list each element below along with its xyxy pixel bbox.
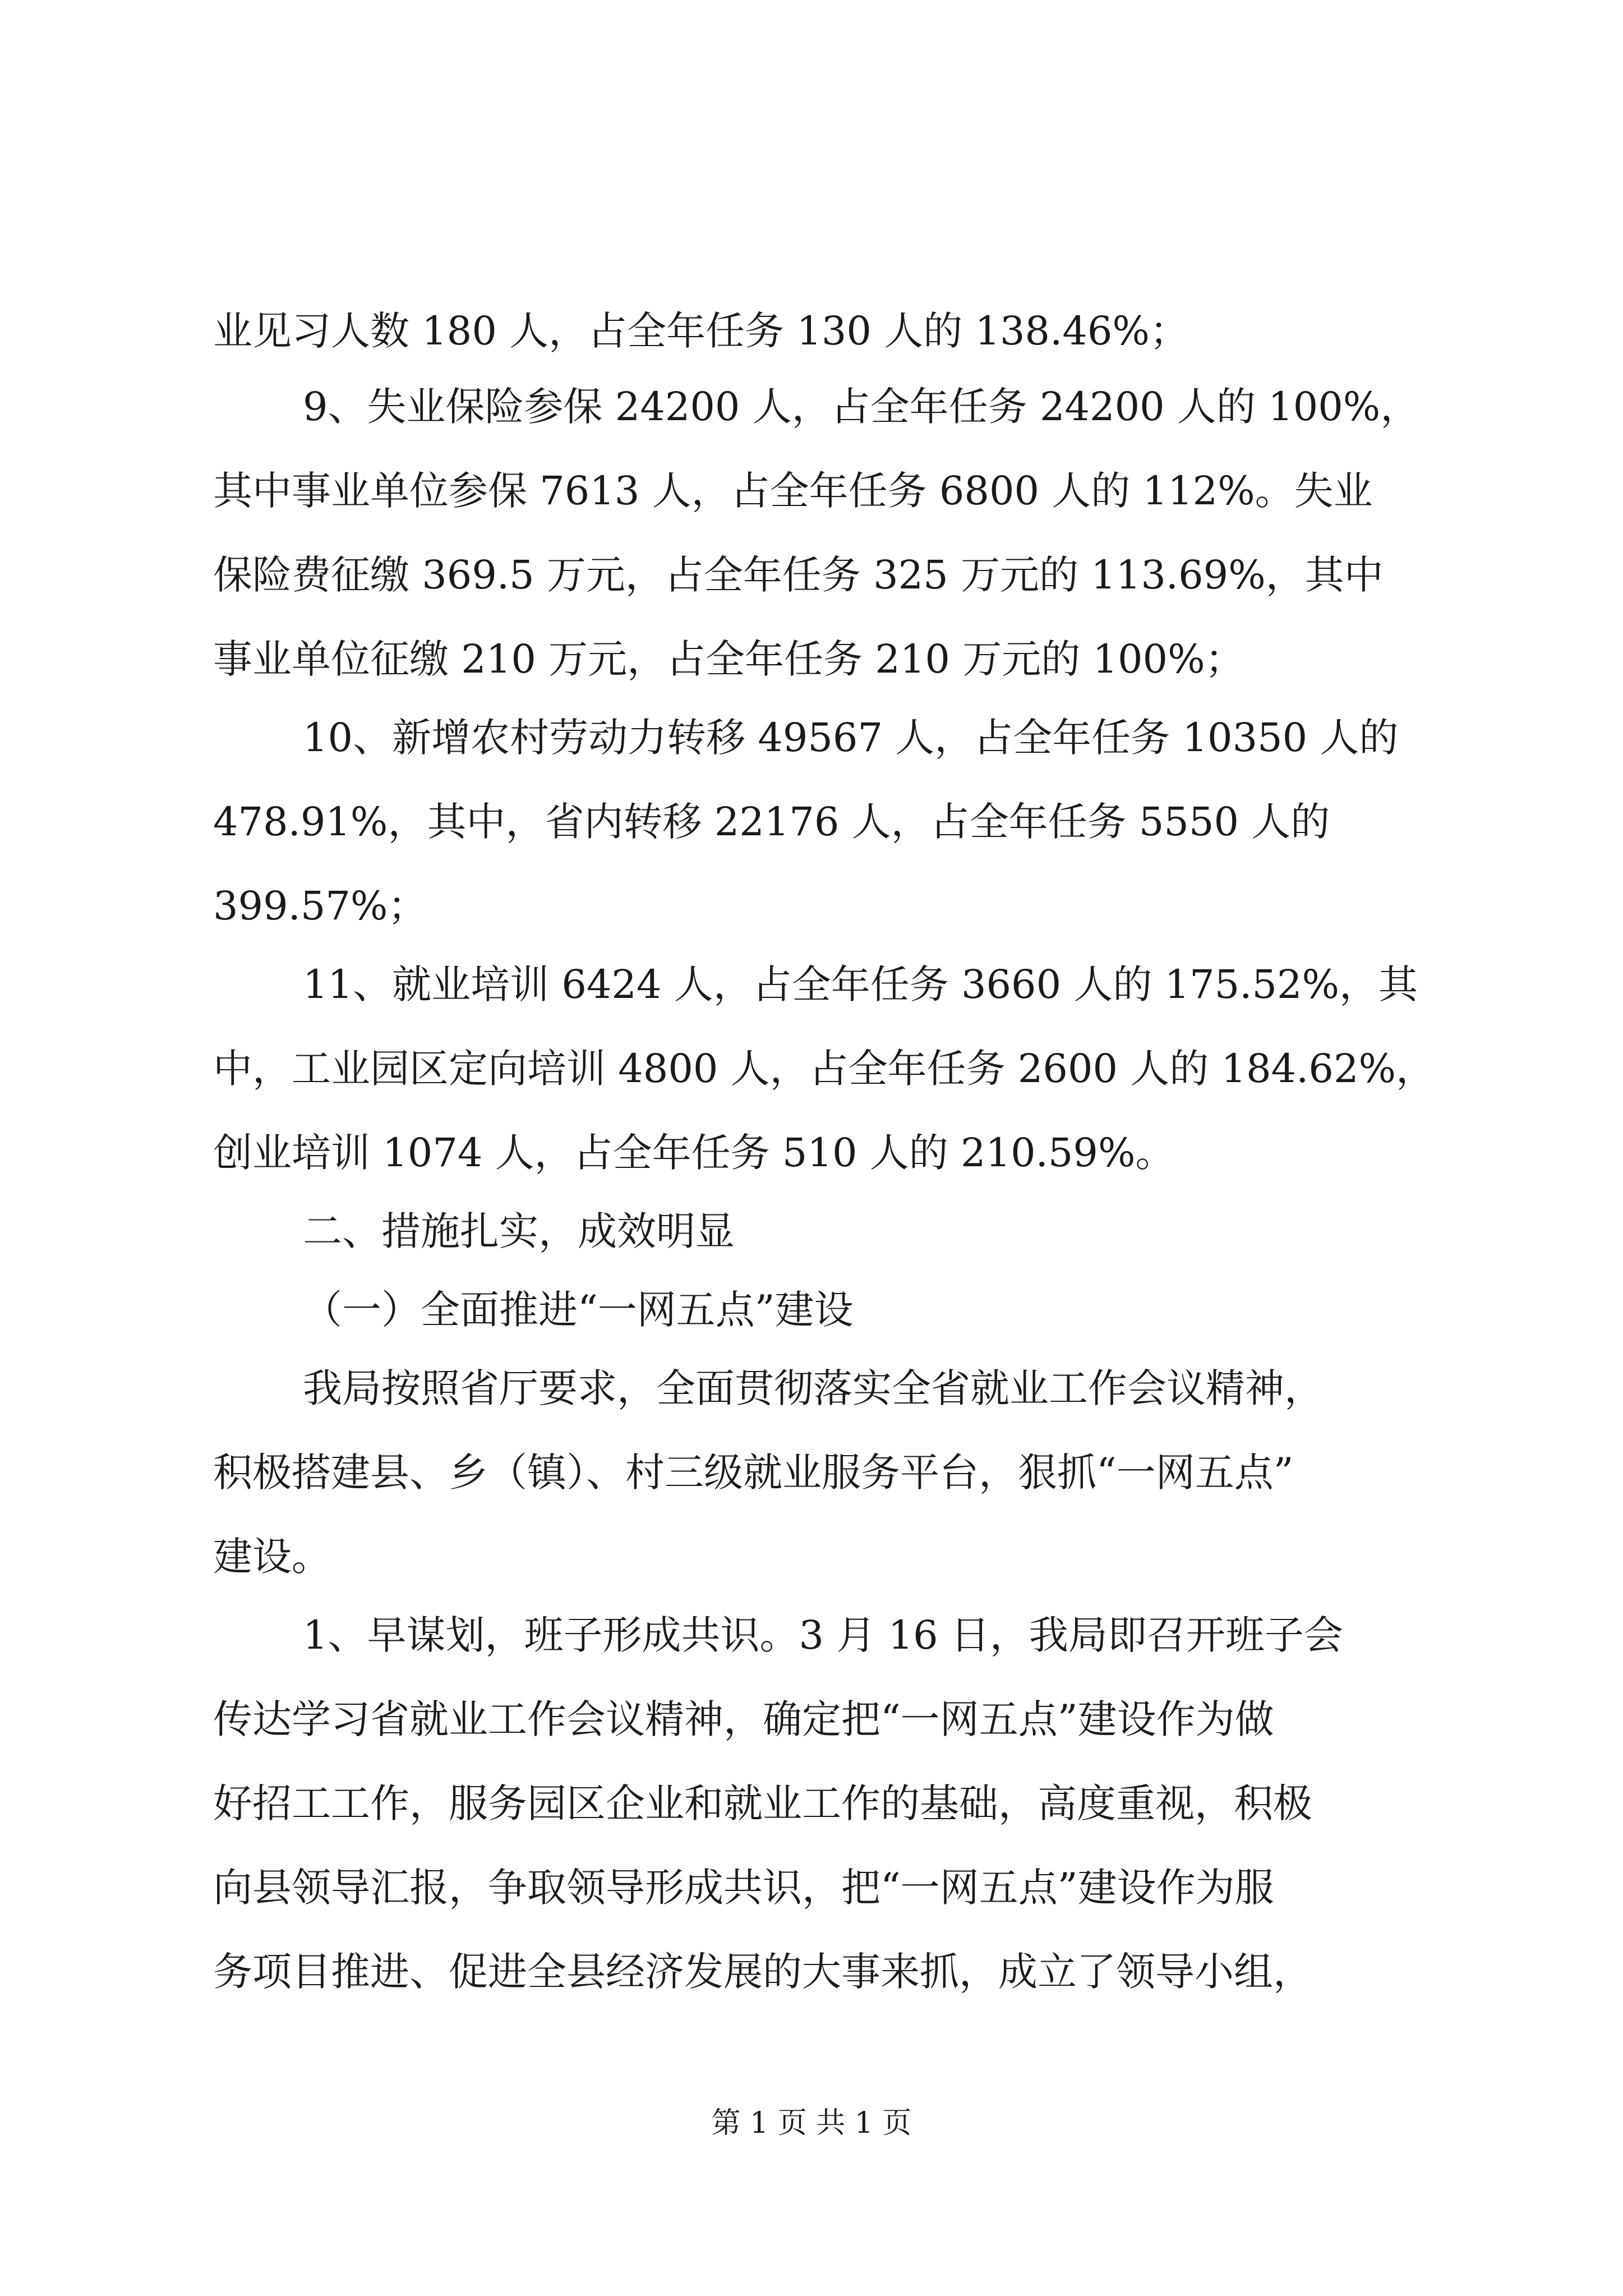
subsection-heading: （一）全面推进“一网五点”建设 [303, 1287, 854, 1333]
text-line-2: 9、失业保险参保 24200 人，占全年任务 24200 人的 100%， [303, 384, 1420, 430]
text-line-14: 我局按照省厅要求，全面贯彻落实全省就业工作会议精神， [303, 1365, 1324, 1411]
text-line-3: 其中事业单位参保 7613 人，占全年任务 6800 人的 112%。失业 [213, 468, 1373, 514]
text-line-18: 传达学习省就业工作会议精神，确定把“一网五点”建设作为做 [213, 1696, 1274, 1742]
text-line-4: 保险费征缴 369.5 万元，占全年任务 325 万元的 113.69%，其中 [213, 552, 1384, 598]
text-line-8: 399.57%； [213, 883, 427, 929]
section-heading: 二、措施扎实，成效明显 [303, 1208, 735, 1254]
text-line-5: 事业单位征缴 210 万元，占全年任务 210 万元的 100%； [213, 636, 1244, 682]
text-line-20: 向县领导汇报，争取领导形成共识，把“一网五点”建设作为服 [213, 1865, 1274, 1911]
text-line-1: 业见习人数 180 人，占全年任务 130 人的 138.46%； [213, 308, 1189, 354]
text-line-11: 创业培训 1074 人，占全年任务 510 人的 210.59%。 [213, 1130, 1175, 1176]
text-line-7: 478.91%，其中，省内转移 22176 人，占全年任务 5550 人的 [213, 799, 1330, 845]
page-footer: 第 1 页 共 1 页 [711, 2106, 912, 2140]
text-line-16: 建设。 [213, 1534, 331, 1580]
text-line-17: 1、早谋划，班子形成共识。3 月 16 日，我局即召开班子会 [303, 1612, 1343, 1658]
text-line-9: 11、就业培训 6424 人，占全年任务 3660 人的 175.52%，其 [303, 961, 1418, 1007]
text-line-15: 积极搭建县、乡（镇）、村三级就业服务平台，狠抓“一网五点” [213, 1450, 1294, 1496]
text-line-21: 务项目推进、促进全县经济发展的大事来抓，成立了领导小组， [213, 1949, 1312, 1995]
text-line-6: 10、新增农村劳动力转移 49567 人，占全年任务 10350 人的 [303, 715, 1399, 761]
text-line-10: 中，工业园区定向培训 4800 人，占全年任务 2600 人的 184.62%， [213, 1046, 1435, 1092]
text-line-19: 好招工工作，服务园区企业和就业工作的基础，高度重视，积极 [213, 1780, 1312, 1826]
